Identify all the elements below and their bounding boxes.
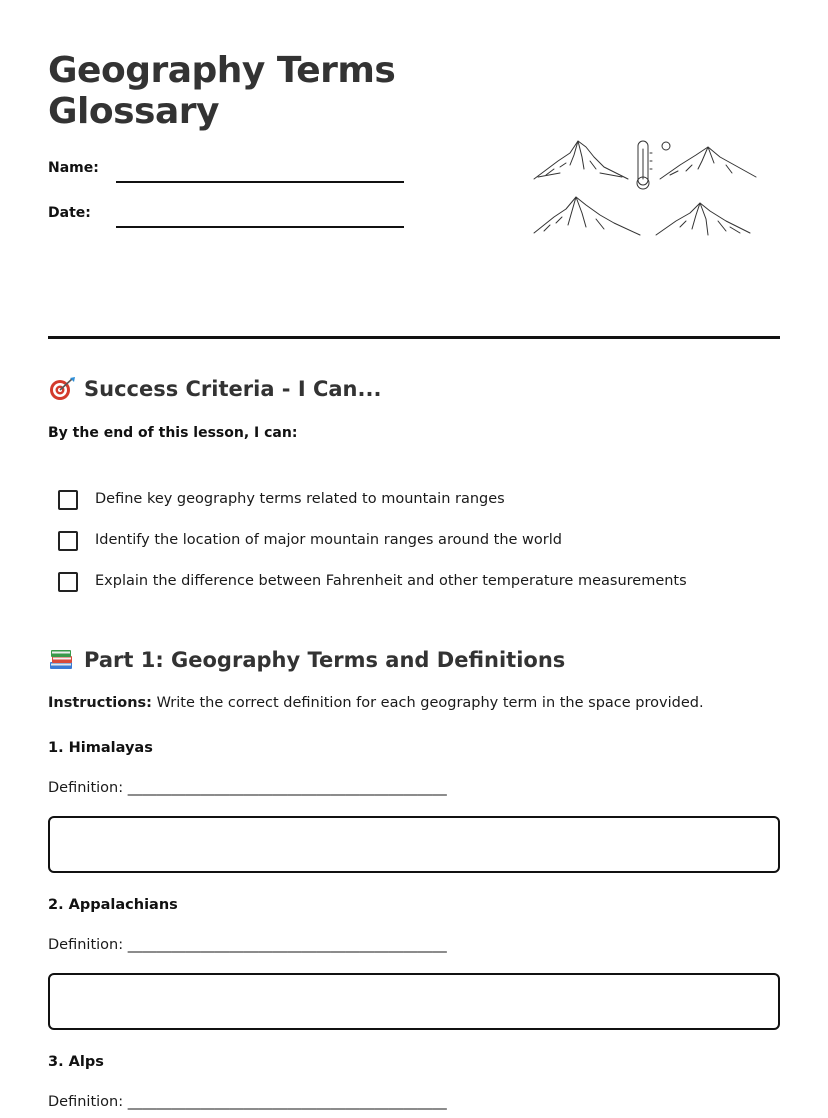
date-field[interactable] bbox=[48, 205, 408, 229]
criteria-text: Define key geography terms related to mountain ranges bbox=[95, 491, 505, 507]
section-divider bbox=[48, 336, 780, 339]
criteria-checkbox[interactable] bbox=[58, 531, 78, 551]
success-criteria-heading bbox=[48, 375, 381, 403]
criteria-checkbox[interactable] bbox=[58, 572, 78, 592]
mountains-thermometer-illustration bbox=[530, 135, 762, 245]
name-field[interactable] bbox=[48, 160, 408, 184]
criteria-text: Identify the location of major mountain ranges around the world bbox=[95, 532, 562, 548]
instructions-label: Instructions: bbox=[48, 695, 152, 711]
term-title: 1. Himalayas bbox=[48, 740, 153, 756]
definition-prompt: Definition: ____________________________________________ bbox=[48, 780, 447, 796]
criteria-checkbox[interactable] bbox=[58, 490, 78, 510]
criteria-item[interactable] bbox=[58, 490, 738, 514]
definition-answer-box[interactable] bbox=[48, 973, 780, 1030]
term-title: 2. Appalachians bbox=[48, 897, 178, 913]
success-criteria-title: Success Criteria - I Can... bbox=[84, 377, 382, 401]
worksheet-title bbox=[48, 50, 468, 132]
part1-heading bbox=[48, 646, 565, 674]
thermometer-icon bbox=[637, 141, 670, 189]
mountain-icon bbox=[660, 147, 756, 179]
instructions bbox=[48, 695, 704, 711]
term-title: 3. Alps bbox=[48, 1054, 104, 1070]
name-writing-line[interactable] bbox=[116, 181, 404, 183]
definition-prompt: Definition: ____________________________________________ bbox=[48, 1094, 447, 1110]
part1-title: Part 1: Geography Terms and Definitions bbox=[84, 648, 566, 672]
criteria-item[interactable] bbox=[58, 531, 738, 555]
books-icon bbox=[48, 647, 76, 671]
title-line-2: Glossary bbox=[48, 91, 219, 132]
date-writing-line[interactable] bbox=[116, 226, 404, 228]
name-label: Name: bbox=[48, 160, 99, 176]
criteria-item[interactable] bbox=[58, 572, 738, 596]
criteria-text: Explain the difference between Fahrenheit and other temperature measurements bbox=[95, 573, 687, 589]
definition-answer-box[interactable] bbox=[48, 816, 780, 873]
instructions-text: Write the correct definition for each geography term in the space provided. bbox=[151, 695, 704, 711]
target-icon bbox=[48, 376, 76, 400]
date-label: Date: bbox=[48, 205, 91, 221]
title-line-1: Geography Terms bbox=[48, 50, 396, 91]
definition-prompt: Definition: ____________________________________________ bbox=[48, 937, 447, 953]
mountain-icon bbox=[534, 197, 640, 235]
criteria-lead: By the end of this lesson, I can: bbox=[48, 425, 298, 441]
